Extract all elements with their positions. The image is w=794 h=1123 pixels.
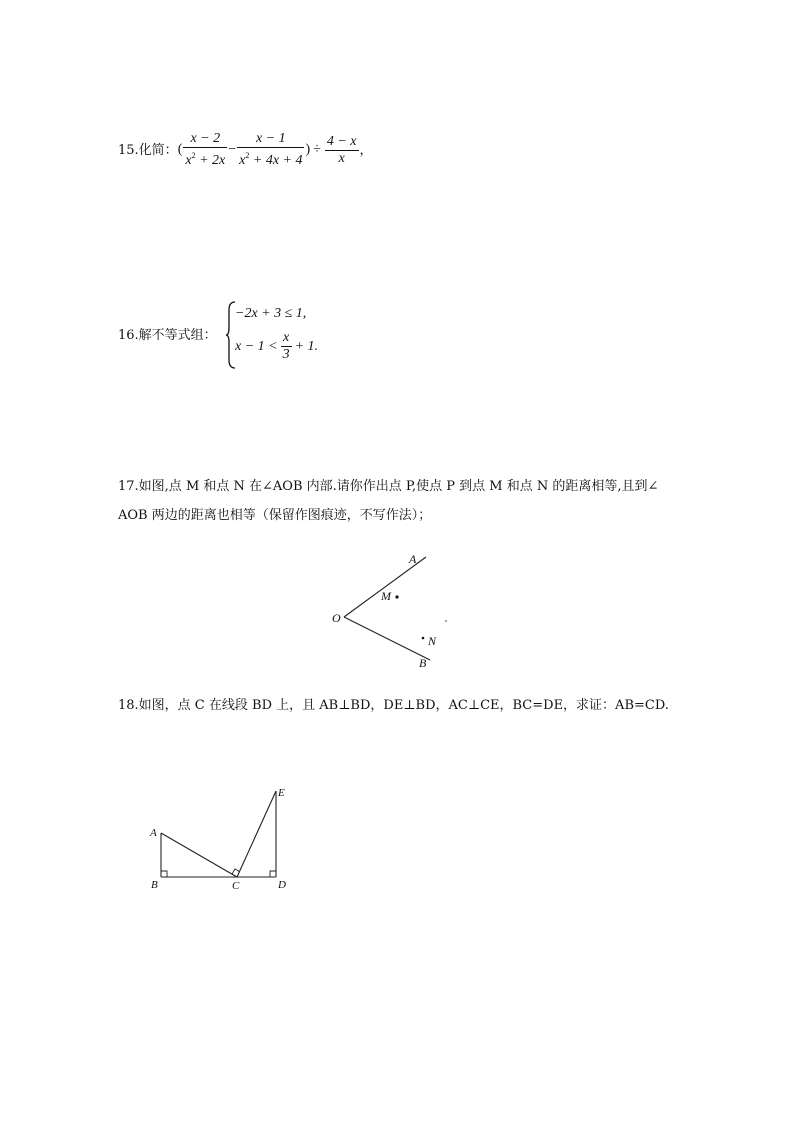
label-o: O: [332, 611, 341, 625]
question-18: 18.如图，点 C 在线段 BD 上，且 AB⊥BD，DE⊥BD，AC⊥CE，BC=DE，求证：AB=CD.: [118, 698, 669, 713]
ray-ob: [344, 617, 430, 660]
label-a: A: [409, 552, 417, 566]
q15-fraction-2: $\frac{x - 1}{x^2 + 4x + 4}$: [239, 131, 303, 168]
label-m: M: [381, 589, 391, 603]
segment-ac: [161, 833, 237, 877]
q15-minus: −: [228, 142, 237, 157]
label-n: N: [428, 634, 437, 648]
right-triangles-figure: [145, 780, 305, 895]
q15-divide: ÷: [313, 142, 321, 157]
right-angle-d: [270, 871, 276, 877]
label-e: E: [278, 787, 285, 799]
q15-rparen: ): [305, 142, 311, 157]
question-17-line-2: AOB 两边的距离也相等（保留作图痕迹，不写作法）；: [118, 508, 432, 523]
label-b: B: [151, 879, 158, 891]
point-m: [395, 595, 398, 598]
right-angle-b: [161, 871, 167, 877]
stray-dot: [445, 620, 447, 622]
label-a: A: [150, 827, 157, 839]
q15-lparen: (: [177, 142, 183, 157]
q16-inequality-1: −2x + 3 ≤ 1,: [235, 306, 307, 321]
label-c: C: [232, 880, 240, 892]
q15-fraction-1: $\frac{x - 2}{x^2 + 2x}$: [185, 131, 226, 168]
q16-inequality-2: x − 1 < $\frac{x}{3}$ + 1.: [235, 330, 319, 362]
q15-tail: ，: [359, 142, 373, 158]
point-n: [422, 637, 425, 640]
label-b: B: [419, 656, 427, 670]
angle-aob-figure: [320, 545, 460, 675]
question-17-line-1: 17.如图,点 M 和点 N 在∠AOB 内部.请你作出点 P,使点 P 到点 M 和点 N 的距离相等,且到∠: [118, 479, 659, 494]
q15-label: 15.化简：: [118, 142, 178, 158]
ray-oa: [344, 557, 426, 617]
question-15: [118, 130, 373, 170]
label-d: D: [278, 879, 286, 891]
segment-ce: [237, 791, 276, 877]
question-16-label: 16.解不等式组：: [118, 328, 217, 343]
q15-fraction-3: $\frac{4 - x}{x}$: [326, 133, 357, 166]
